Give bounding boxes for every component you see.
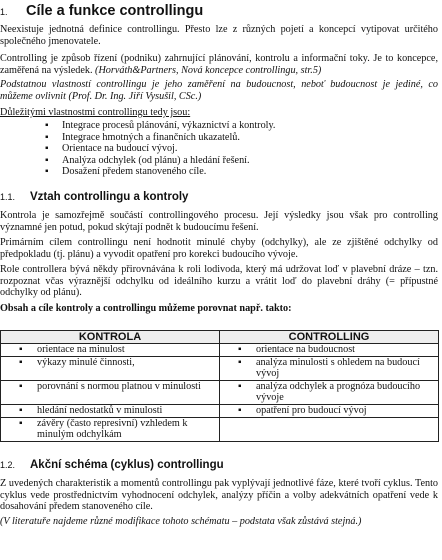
table-cell: ▪ výkazy minulé činnosti, bbox=[1, 357, 219, 369]
section-2-paragraph-1: Z uvedených charakteristik a momentů controllingu pak vyplývají jednotlivé fáze, které tvoří cyklus. Tento cyklus vede prostřednictvím vyhodnocení odchylek, analýzy příčin a volby adekvátních opatření vede k dosahování předem stanoveného cíle. bbox=[0, 478, 438, 513]
section-2-title: Akční schéma (cyklus) controllingu bbox=[30, 459, 224, 471]
table-cell: ▪ závěry (často represivní) vzhledem k minulým odchylkám bbox=[1, 418, 219, 441]
intro-paragraph-2-text: Controlling je způsob řízení (podniku) zahrnující plánování, kontrolu a informační toky. Je to koncepce, zaměřená na výsledek. bbox=[0, 53, 438, 76]
properties-list-item: ▪ Dosažení předem stanoveného cíle. bbox=[0, 166, 275, 178]
section-2-heading bbox=[0, 459, 224, 472]
intro-paragraph-3: Podstatnou vlastností controllingu je jeho zaměření na budoucnost, neboť budoucnost je jediné, co můžeme ovlivnit (Prof. Dr. Ing. Jiří Vysušil, CSc.) bbox=[0, 79, 438, 102]
section-1-title: Vztah controllingu a kontroly bbox=[30, 191, 189, 203]
section-1-number: 1.1. bbox=[0, 192, 16, 202]
table-cell: ▪ orientace na budoucnost bbox=[220, 344, 438, 356]
table-row bbox=[1, 417, 439, 441]
section-2-number: 1.2. bbox=[0, 460, 16, 470]
intro-paragraph-2 bbox=[0, 53, 438, 76]
section-1-paragraph-2: Primárním cílem controllingu není hodnotit minulé chyby (odchylky), ale ze zjištěné odchylky od předpokladu (tj. plánu) a vyvodit opatření pro korekci budoucího vývoje. bbox=[0, 237, 438, 260]
table-row bbox=[1, 380, 439, 404]
section-1-table-intro: Obsah a cíle kontroly a controllingu můžeme porovnat např. takto: bbox=[0, 303, 292, 314]
chapter-title: Cíle a funkce controllingu bbox=[26, 3, 204, 19]
properties-list bbox=[0, 120, 275, 178]
section-1-heading bbox=[0, 191, 188, 204]
intro-citation: (Horváth&Partners, Nová koncepce controllingu, str.5) bbox=[95, 64, 322, 76]
properties-list-item: ▪ Integrace hmotných a finančních ukazatelů. bbox=[0, 132, 275, 144]
table-cell: ▪ orientace na minulost bbox=[1, 344, 219, 356]
comparison-table bbox=[0, 330, 439, 442]
table-cell: ▪ opatření pro budoucí vývoj bbox=[220, 405, 438, 417]
table-cell: ▪ hledání nedostatků v minulosti bbox=[1, 405, 219, 417]
chapter-number: 1. bbox=[0, 7, 8, 17]
properties-list-item: ▪ Orientace na budoucí vývoj. bbox=[0, 143, 275, 155]
properties-list-item: ▪ Analýza odchylek (od plánu) a hledání řešení. bbox=[0, 155, 275, 167]
properties-intro: Důležitými vlastnostmi controllingu tedy jsou: bbox=[0, 107, 191, 118]
section-1-paragraph-1: Kontrola je samozřejmě součástí controllingového procesu. Její výsledky jsou však pro controlling významné jen potud, pokud skýtají podnět k budoucímu řešení. bbox=[0, 210, 438, 233]
table-cell: ▪ analýza odchylek a prognóza budoucího vývoje bbox=[220, 381, 438, 404]
section-1-paragraph-3: Role controllera bývá někdy přirovnávána k roli lodivoda, který má udržovat loď v plavební dráze – tzn. rozpoznat včas výraznější odchylku od ideálního kurzu a vrátit loď do plavební dráhy (= přípustné odchylky od plánu). bbox=[0, 264, 438, 299]
table-header-controlling: CONTROLLING bbox=[220, 331, 439, 344]
table-header-row bbox=[1, 331, 439, 344]
chapter-heading bbox=[0, 3, 203, 20]
table-row bbox=[1, 404, 439, 417]
intro-paragraph-1: Neexistuje jednotná definice controllingu. Přesto lze z různých pojetí a koncepcí vytipovat určitého společného jmenovatele. bbox=[0, 24, 438, 47]
table-row bbox=[1, 344, 439, 357]
table-cell: ▪ porovnání s normou platnou v minulosti bbox=[1, 381, 219, 393]
section-2-paragraph-2: (V literatuře najdeme různé modifikace tohoto schématu – podstata však zůstává stejná.) bbox=[0, 516, 362, 527]
table-row bbox=[1, 356, 439, 380]
table-cell: ▪ analýza minulosti s ohledem na budoucí vývoj bbox=[220, 357, 438, 380]
table-header-kontrola: KONTROLA bbox=[1, 331, 220, 344]
properties-list-item: ▪ Integrace procesů plánování, výkaznictví a kontroly. bbox=[0, 120, 275, 132]
